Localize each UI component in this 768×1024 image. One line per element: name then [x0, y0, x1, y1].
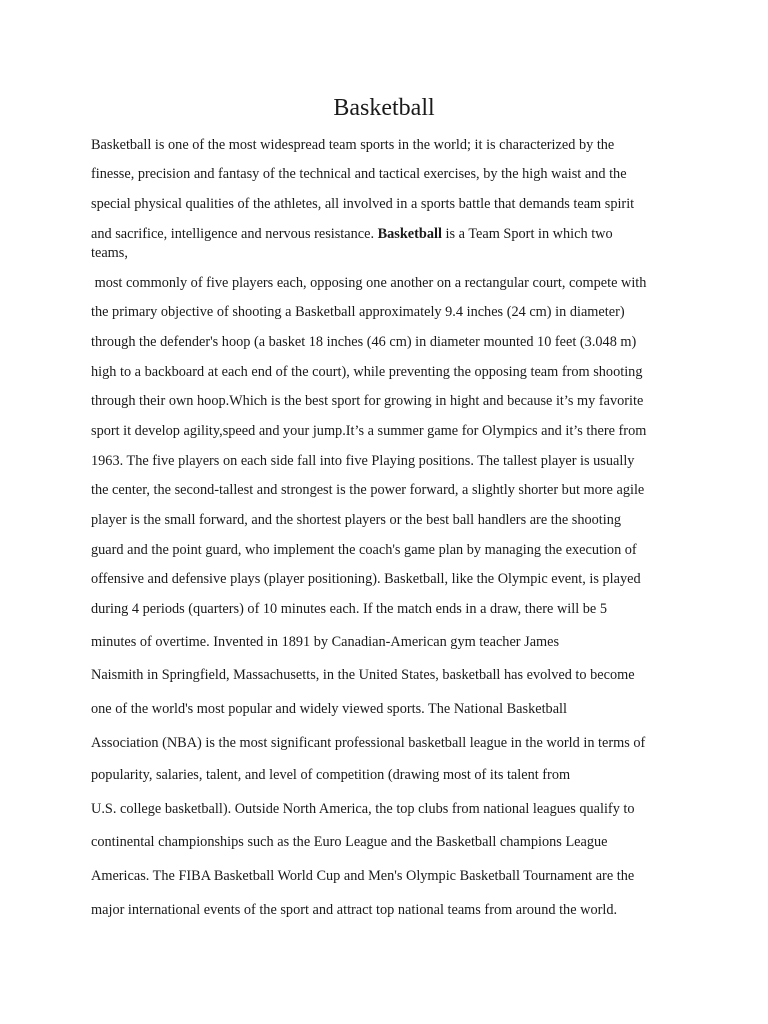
text-line: during 4 periods (quarters) of 10 minutes each. If the match ends in a draw, there will be 5	[91, 601, 607, 617]
text-fragment: and sacrifice, intelligence and nervous resistance.	[91, 226, 378, 242]
text-line: major international events of the sport and attract top national teams from around the world.	[91, 902, 618, 918]
text-line: offensive and defensive plays (player positioning). Basketball, like the Olympic event, is played	[91, 571, 641, 587]
text-line: 1963. The five players on each side fall into five Playing positions. The tallest player is usually	[91, 453, 635, 469]
text-line: Basketball is one of the most widespread team sports in the world; it is characterized by the	[91, 137, 615, 153]
text-line: special physical qualities of the athletes, all involved in a sports battle that demands team spirit	[91, 196, 635, 212]
text-line: high to a backboard at each end of the court), while preventing the opposing team from shooting	[91, 364, 643, 380]
text-line: Naismith in Springfield, Massachusetts, in the United States, basketball has evolved to become	[91, 667, 635, 683]
text-line: the primary objective of shooting a Basketball approximately 9.4 inches (24 cm) in diameter)	[91, 304, 625, 320]
text-line: the center, the second-tallest and strongest is the power forward, a slightly shorter but more agile	[91, 482, 645, 498]
text-line: one of the world's most popular and widely viewed sports. The National Basketball	[91, 701, 567, 717]
text-line: teams,	[91, 245, 128, 261]
text-line: minutes of overtime. Invented in 1891 by Canadian-American gym teacher James	[91, 634, 560, 650]
text-line: sport it develop agility,speed and your jump.It’s a summer game for Olympics and it’s there from	[91, 423, 647, 439]
page-title: Basketball	[333, 95, 435, 121]
text-line: through their own hoop.Which is the best sport for growing in hight and because it’s my favorite	[91, 393, 644, 409]
text-line: finesse, precision and fantasy of the technical and tactical exercises, by the high waist and the	[91, 166, 627, 182]
text-line: guard and the point guard, who implement the coach's game plan by managing the execution of	[91, 542, 637, 558]
text-line: continental championships such as the Euro League and the Basketball champions League	[91, 834, 608, 850]
text-line: popularity, salaries, talent, and level of competition (drawing most of its talent from	[91, 767, 571, 783]
text-line: Americas. The FIBA Basketball World Cup and Men's Olympic Basketball Tournament are the	[91, 868, 635, 884]
text-line: through the defender's hoop (a basket 18 inches (46 cm) in diameter mounted 10 feet (3.048 m)	[91, 334, 637, 350]
text-line: player is the small forward, and the shortest players or the best ball handlers are the shooting	[91, 512, 622, 528]
text-line: most commonly of five players each, opposing one another on a rectangular court, compete with	[91, 275, 647, 291]
text-line: Association (NBA) is the most significant professional basketball league in the world in terms of	[91, 735, 646, 751]
text-line	[91, 225, 613, 243]
text-fragment: is a Team Sport in which two	[441, 226, 613, 242]
bold-term: Basketball	[377, 226, 442, 242]
text-line: U.S. college basketball). Outside North America, the top clubs from national leagues qualify to	[91, 801, 635, 817]
